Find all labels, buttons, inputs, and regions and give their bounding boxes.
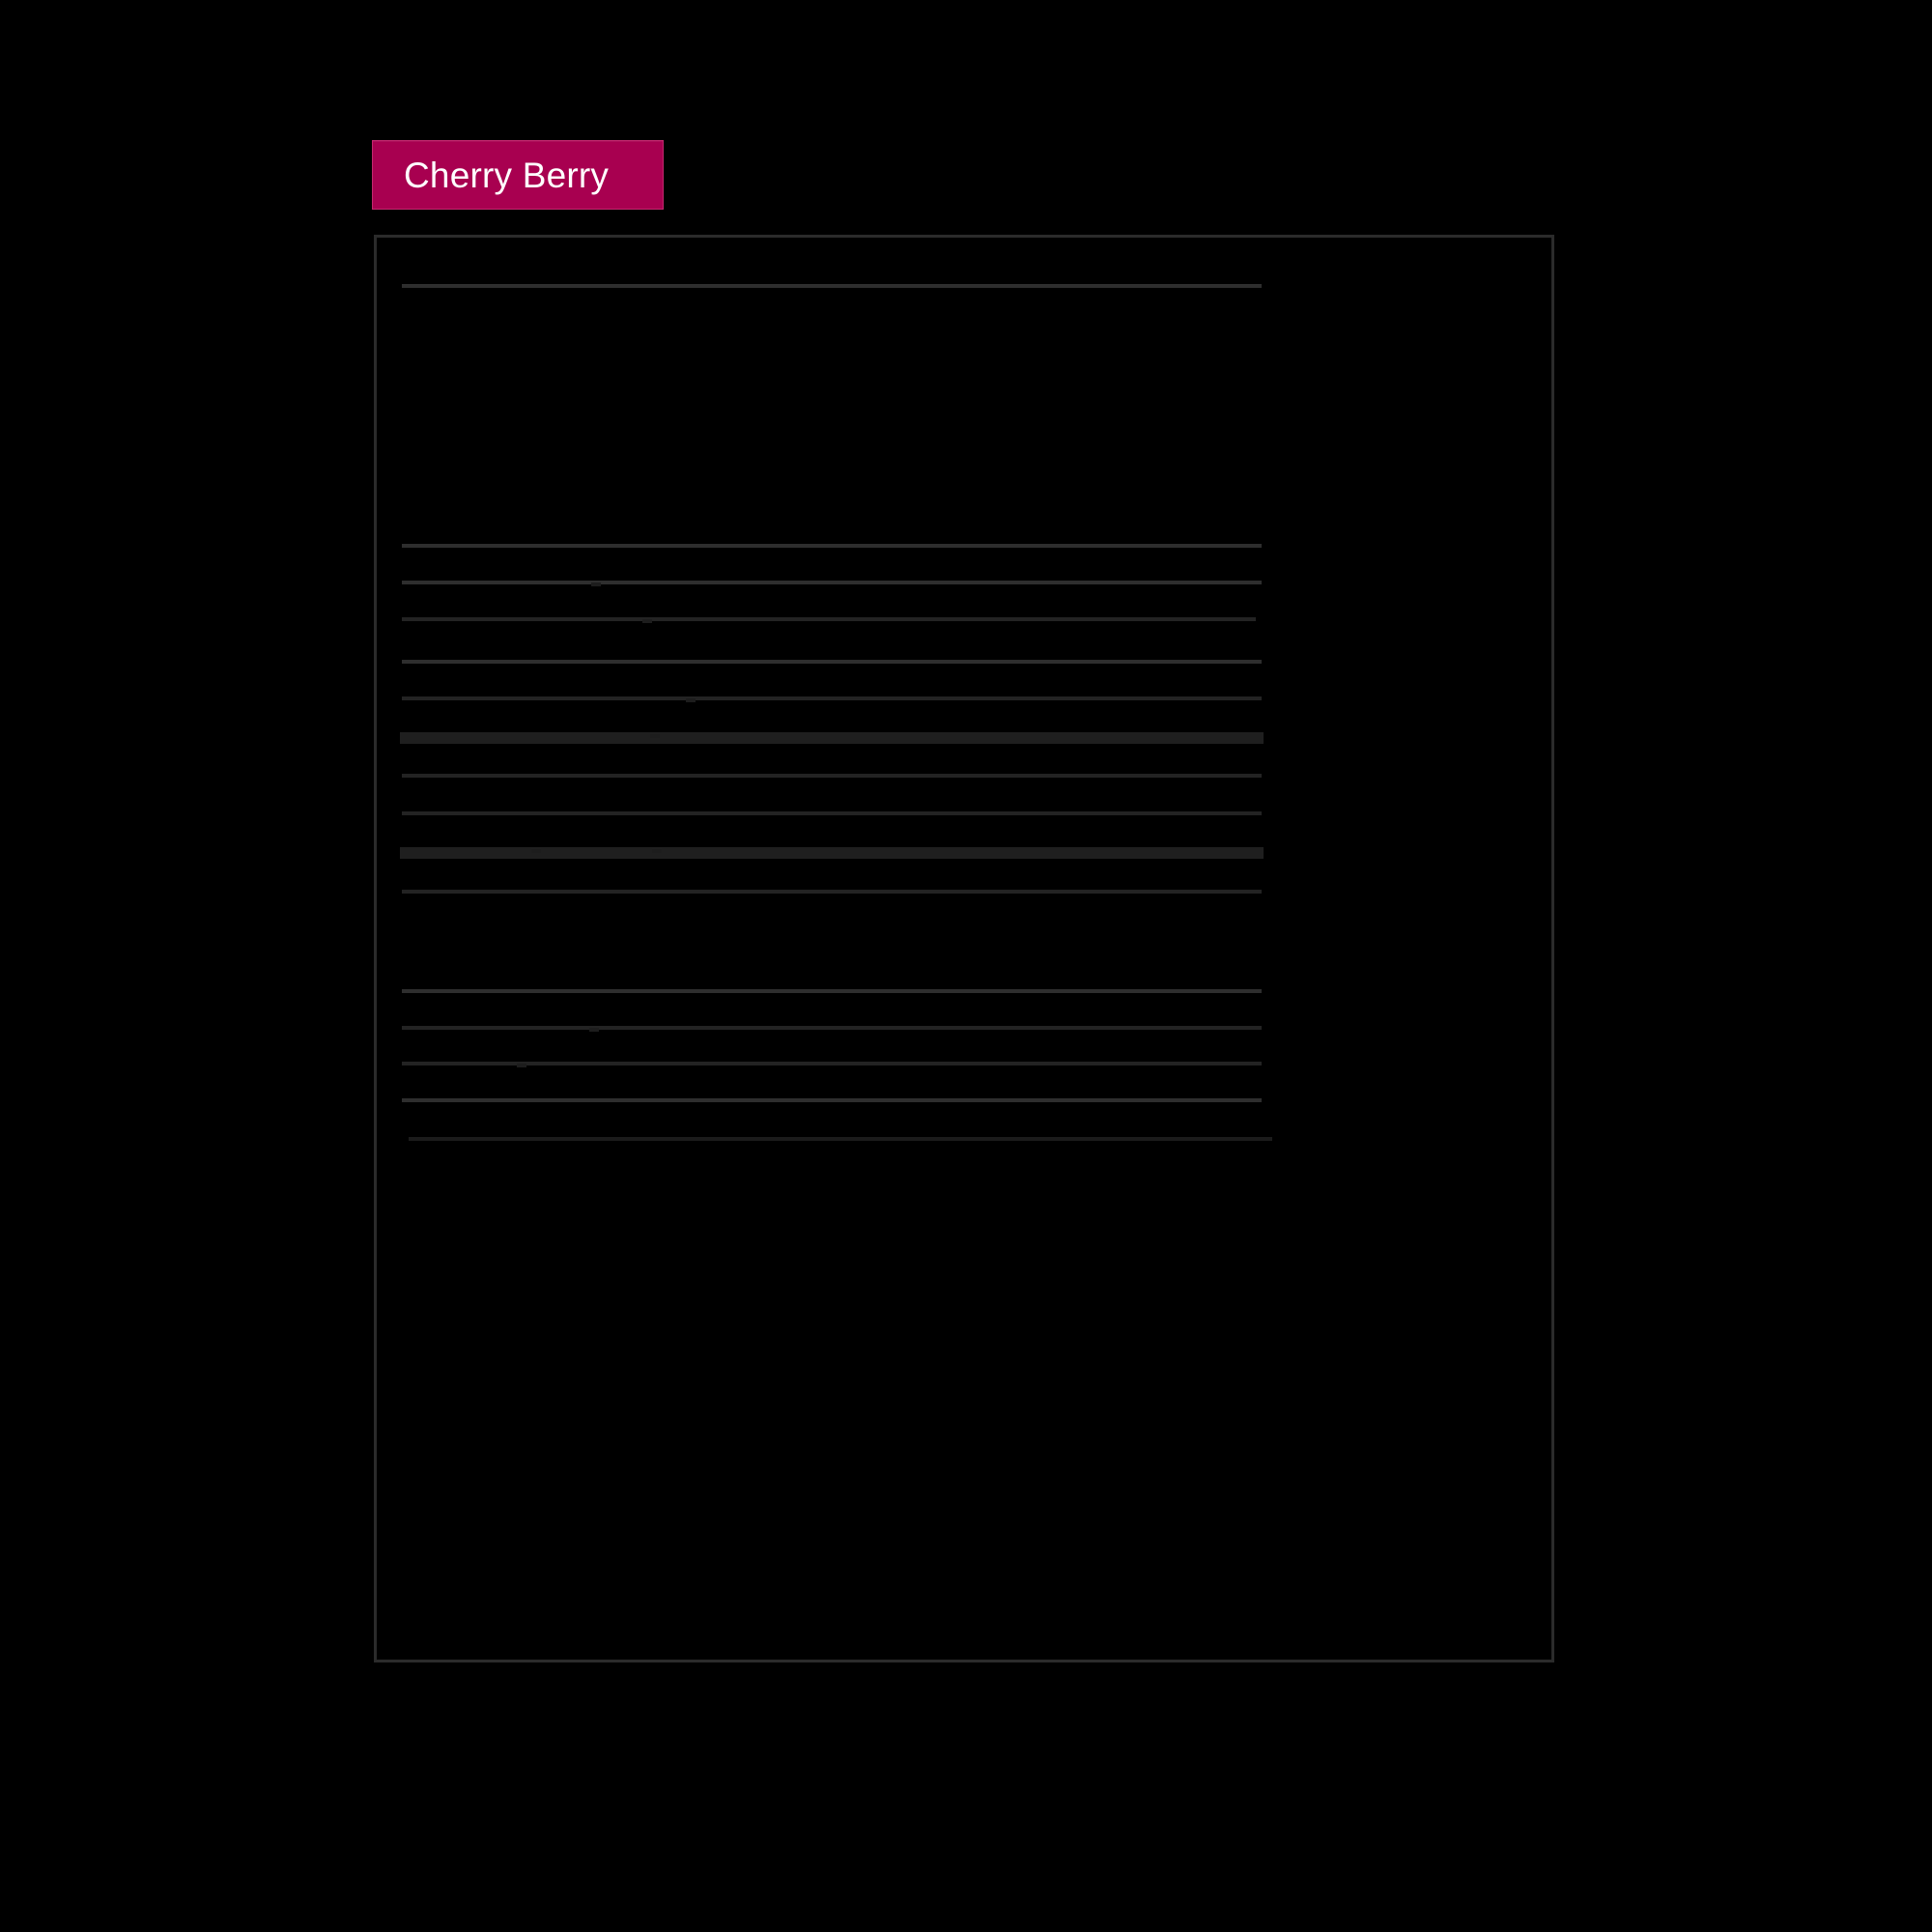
tab-cherry-berry[interactable] xyxy=(372,140,664,210)
list-item[interactable] xyxy=(402,581,1262,584)
list-item[interactable] xyxy=(400,847,1264,859)
list-item[interactable] xyxy=(402,544,1262,548)
list-item[interactable] xyxy=(402,774,1262,778)
list-item[interactable] xyxy=(402,696,1262,700)
list-item[interactable] xyxy=(402,1098,1262,1102)
list-item[interactable] xyxy=(402,989,1262,993)
content-panel-inner xyxy=(377,238,1551,1660)
row-marker-icon xyxy=(686,698,696,702)
row-marker-icon xyxy=(652,849,662,853)
tab-cherry-berry-label: Cherry Berry xyxy=(404,155,610,195)
row-marker-icon xyxy=(642,619,652,623)
list-item[interactable] xyxy=(402,660,1262,664)
list-item[interactable] xyxy=(402,617,1256,621)
list-item[interactable] xyxy=(402,1062,1262,1065)
row-marker-icon xyxy=(517,1064,526,1067)
list-item[interactable] xyxy=(409,1137,1272,1141)
list-item[interactable] xyxy=(402,284,1262,288)
content-panel[interactable] xyxy=(374,235,1554,1662)
row-marker-icon xyxy=(650,734,660,738)
row-marker-icon xyxy=(591,582,601,586)
list-item[interactable] xyxy=(400,732,1264,744)
row-marker-icon xyxy=(589,1028,599,1032)
row-marker-icon xyxy=(531,849,541,853)
list-item[interactable] xyxy=(402,1026,1262,1030)
list-item[interactable] xyxy=(402,890,1262,894)
list-item[interactable] xyxy=(402,811,1262,815)
